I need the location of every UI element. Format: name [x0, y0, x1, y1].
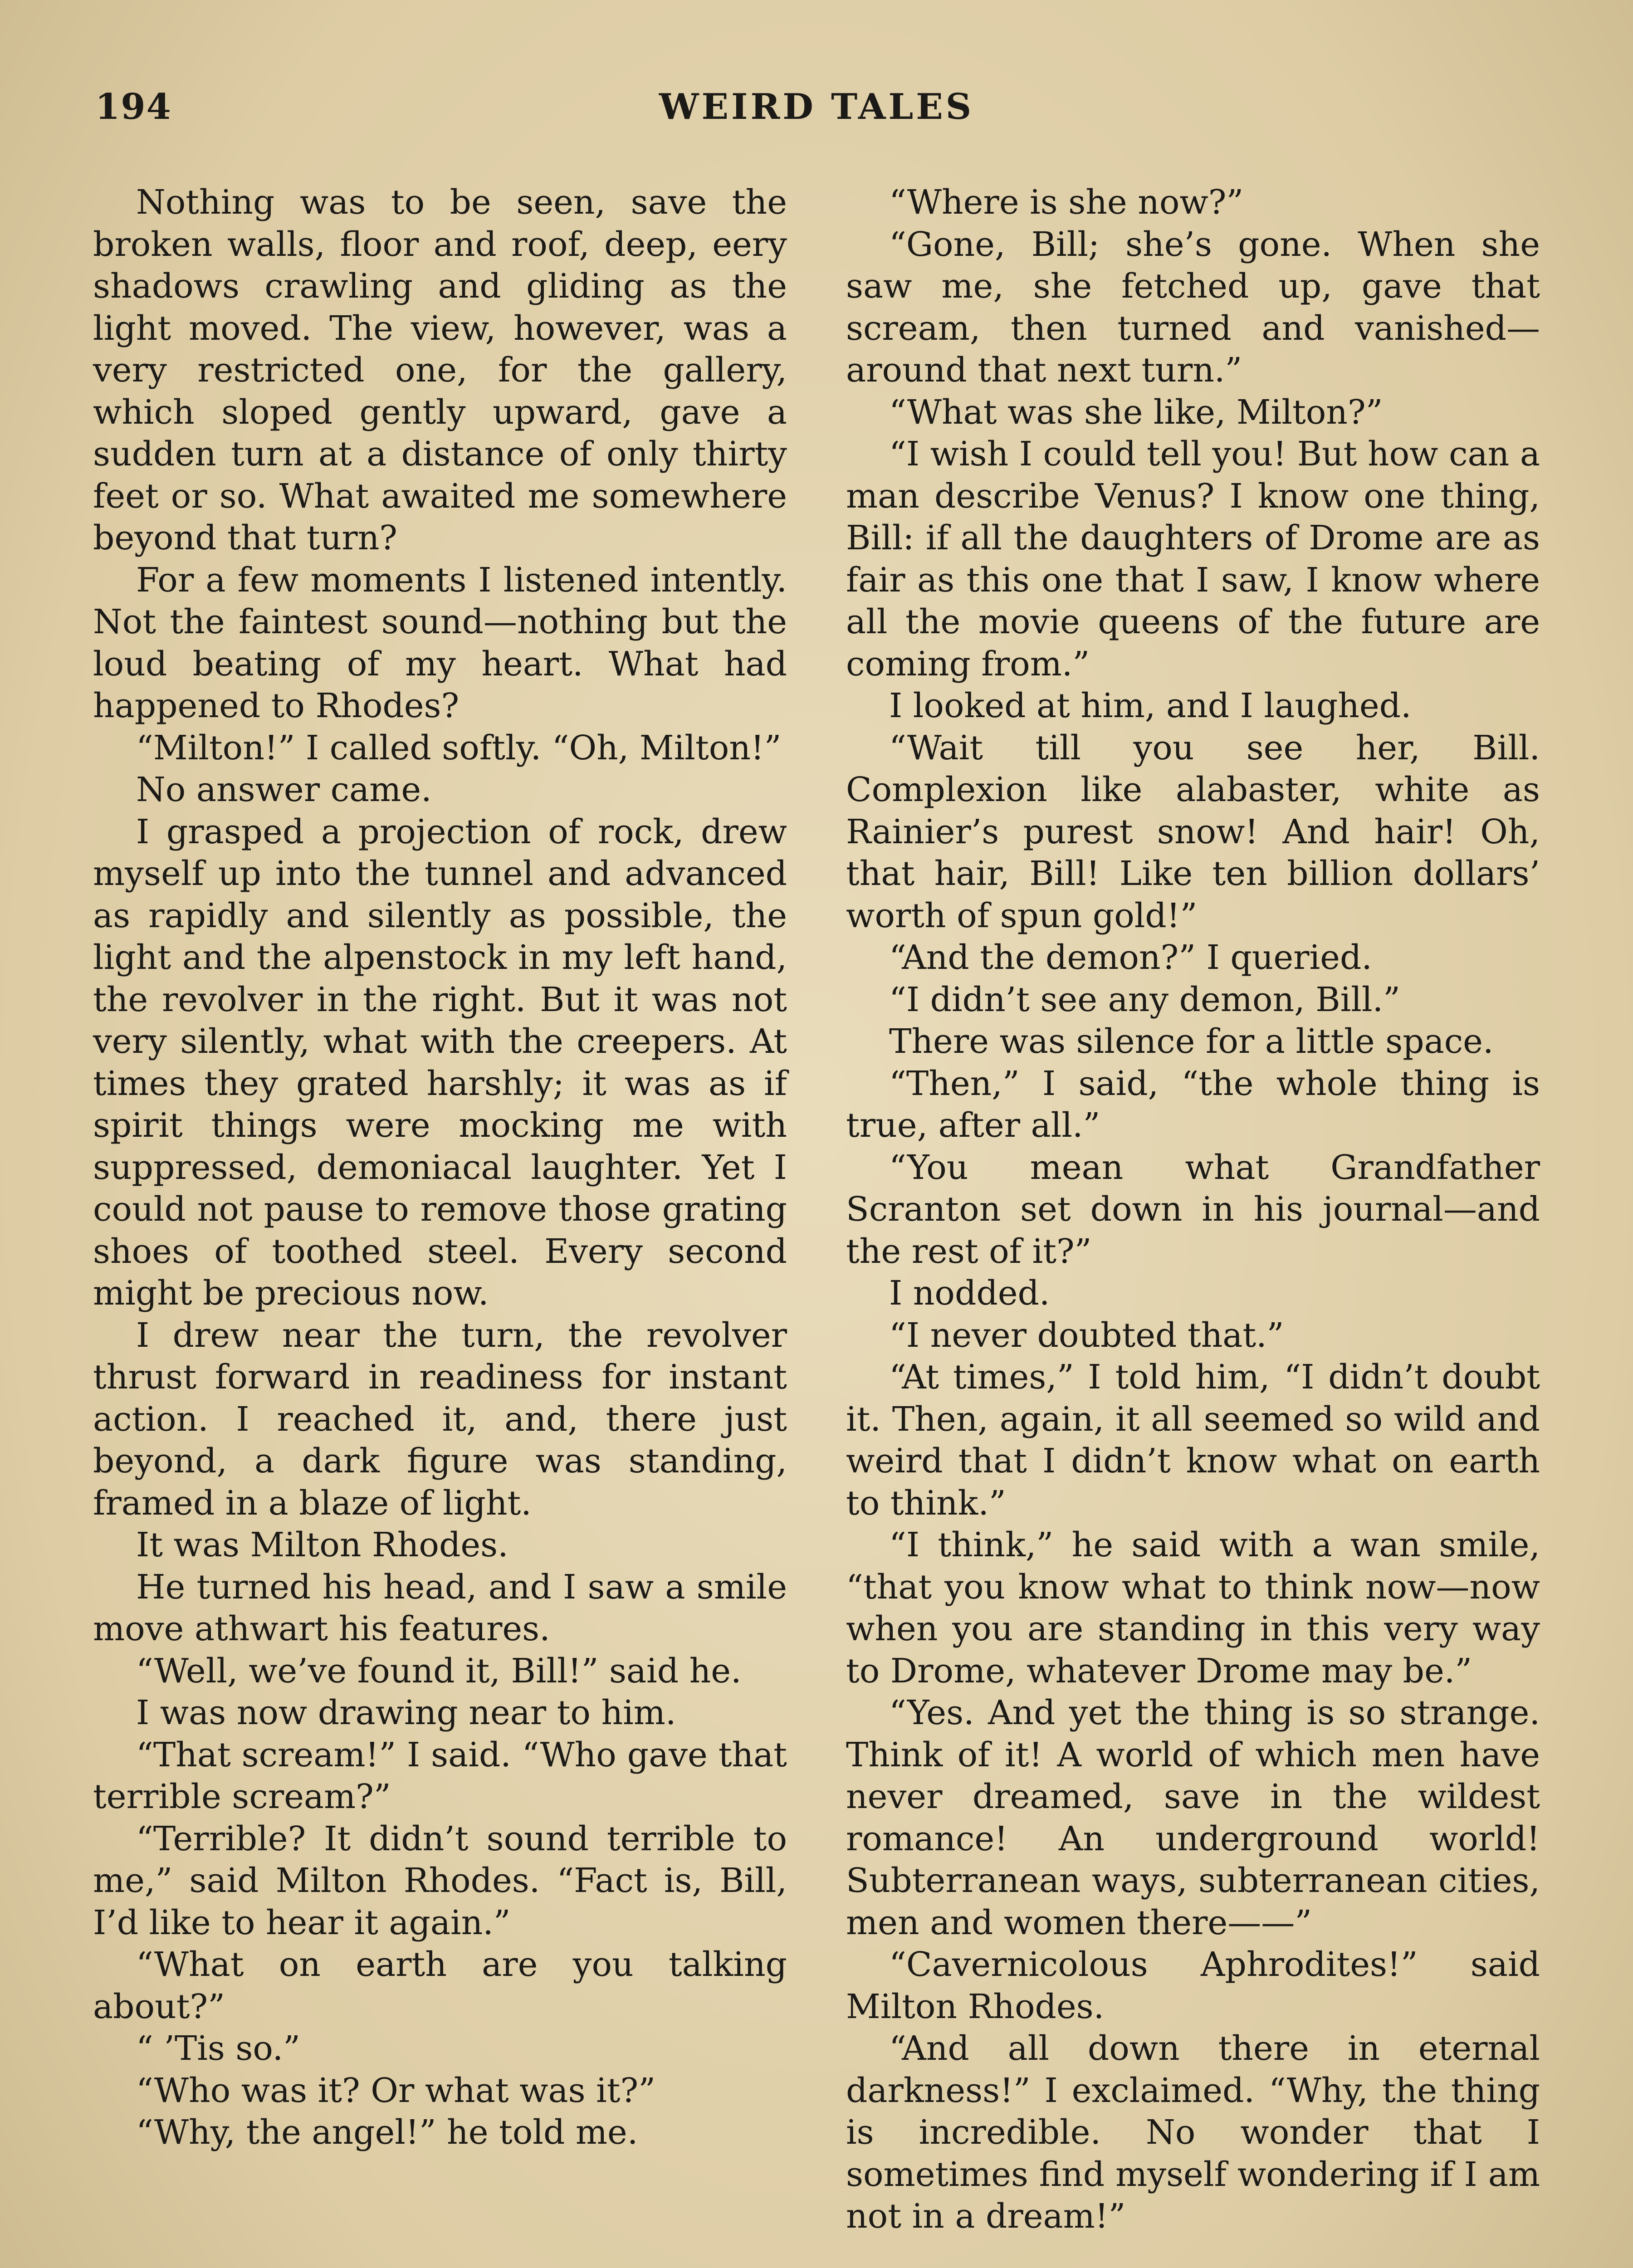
- page-number: 194: [95, 86, 172, 127]
- paragraph: “And the demon?” I queried.: [889, 938, 1372, 977]
- paragraph: “I never doubted that.”: [889, 1315, 1284, 1355]
- paragraph: “ ’Tis so.”: [136, 2029, 300, 2068]
- paragraph: “That scream!” I said. “Who gave that terrible scream?”: [93, 1735, 787, 1816]
- paragraph: Nothing was to be seen, save the broken walls, floor and roof, deep, eery shadows crawling and gliding as the light moved. The view, however, was a very restricted one, for the gallery, which sloped gently upward, gave a sudden turn at a distance of only thirty feet or so. What awaited me somewhere beyond that turn?: [93, 183, 787, 557]
- paragraph: I drew near the turn, the revolver thrust forward in readiness for instant action. I reached it, and, there just beyond, a dark figure was standing, framed in a blaze of light.: [93, 1315, 787, 1523]
- paragraph: “Milton!” I called softly. “Oh, Milton!”: [136, 728, 782, 767]
- paragraph: “Where is she now?”: [889, 183, 1244, 222]
- paragraph: “And all down there in eternal darkness!” I exclaimed. “Why, the thing is incredible. No wonder that I sometimes find myself wondering if I am not in a dream!”: [846, 2029, 1540, 2236]
- paragraph: “Terrible? It didn’t sound terrible to me,” said Milton Rhodes. “Fact is, Bill, I’d like to hear it again.”: [93, 1819, 787, 1942]
- paragraph: “What on earth are you talking about?”: [93, 1945, 787, 2026]
- paragraph: For a few moments I listened intently. Not the faintest sound—nothing but the loud beating of my heart. What had happened to Rhodes?: [93, 560, 787, 725]
- paragraph: “I didn’t see any demon, Bill.”: [889, 980, 1400, 1019]
- paragraph: I nodded.: [889, 1274, 1050, 1313]
- paragraph: There was silence for a little space.: [889, 1022, 1494, 1061]
- paragraph: I grasped a projection of rock, drew myself up into the tunnel and advanced as rapidly and silently as possible, the light and the alpenstock in my left hand, the revolver in the right. But it was not very silently, what with the creepers. At times they grated harshly; it was as if spirit things were mocking me with suppressed, demoniacal laughter. Yet I could not pause to remove those grating shoes of toothed steel. Every second might be precious now.: [93, 812, 787, 1313]
- paragraph: I was now drawing near to him.: [136, 1693, 676, 1732]
- paragraph: He turned his head, and I saw a smile move athwart his features.: [93, 1567, 787, 1648]
- paragraph: I looked at him, and I laughed.: [889, 686, 1412, 725]
- paragraph: “At times,” I told him, “I didn’t doubt it. Then, again, it all seemed so wild and weird that I didn’t know what on earth to think.”: [846, 1358, 1540, 1523]
- paragraph: “Well, we’ve found it, Bill!” said he.: [136, 1651, 742, 1691]
- paragraph: “What was she like, Milton?”: [889, 392, 1383, 432]
- right-column: [846, 181, 1540, 2238]
- paragraph: “Who was it? Or what was it?”: [136, 2071, 656, 2110]
- left-column: [93, 181, 787, 2154]
- page-header: [86, 86, 1547, 136]
- running-title: WEIRD TALES: [659, 86, 974, 127]
- paragraph: “I think,” he said with a wan smile, “that you know what to think now—now when you are standing in this very way to Drome, whatever Drome may be.”: [846, 1525, 1540, 1691]
- paragraph: It was Milton Rhodes.: [136, 1525, 508, 1564]
- paragraph: No answer came.: [136, 770, 432, 809]
- paragraph: “Then,” I said, “the whole thing is true, after all.”: [846, 1064, 1540, 1145]
- paragraph: “Yes. And yet the thing is so strange. Think of it! A world of which men have never dreamed, save in the wildest romance! An underground world! Subterranean ways, subterranean cities, men and women there——”: [846, 1693, 1540, 1942]
- paragraph: “Gone, Bill; she’s gone. When she saw me, she fetched up, gave that scream, then turned and vanished—around that next turn.”: [846, 225, 1540, 390]
- paragraph: “You mean what Grandfather Scranton set down in his journal—and the rest of it?”: [846, 1148, 1540, 1271]
- paragraph: “I wish I could tell you! But how can a man describe Venus? I know one thing, Bill: if all the daughters of Drome are as fair as this one that I saw, I know where all the movie queens of the future are coming from.”: [846, 435, 1540, 684]
- paragraph: “Wait till you see her, Bill. Complexion like alabaster, white as Rainier’s purest snow! And hair! Oh, that hair, Bill! Like ten billion dollars’ worth of spun gold!”: [846, 728, 1540, 935]
- paragraph: “Cavernicolous Aphrodites!” said Milton Rhodes.: [846, 1945, 1540, 2026]
- paragraph: “Why, the angel!” he told me.: [136, 2113, 638, 2152]
